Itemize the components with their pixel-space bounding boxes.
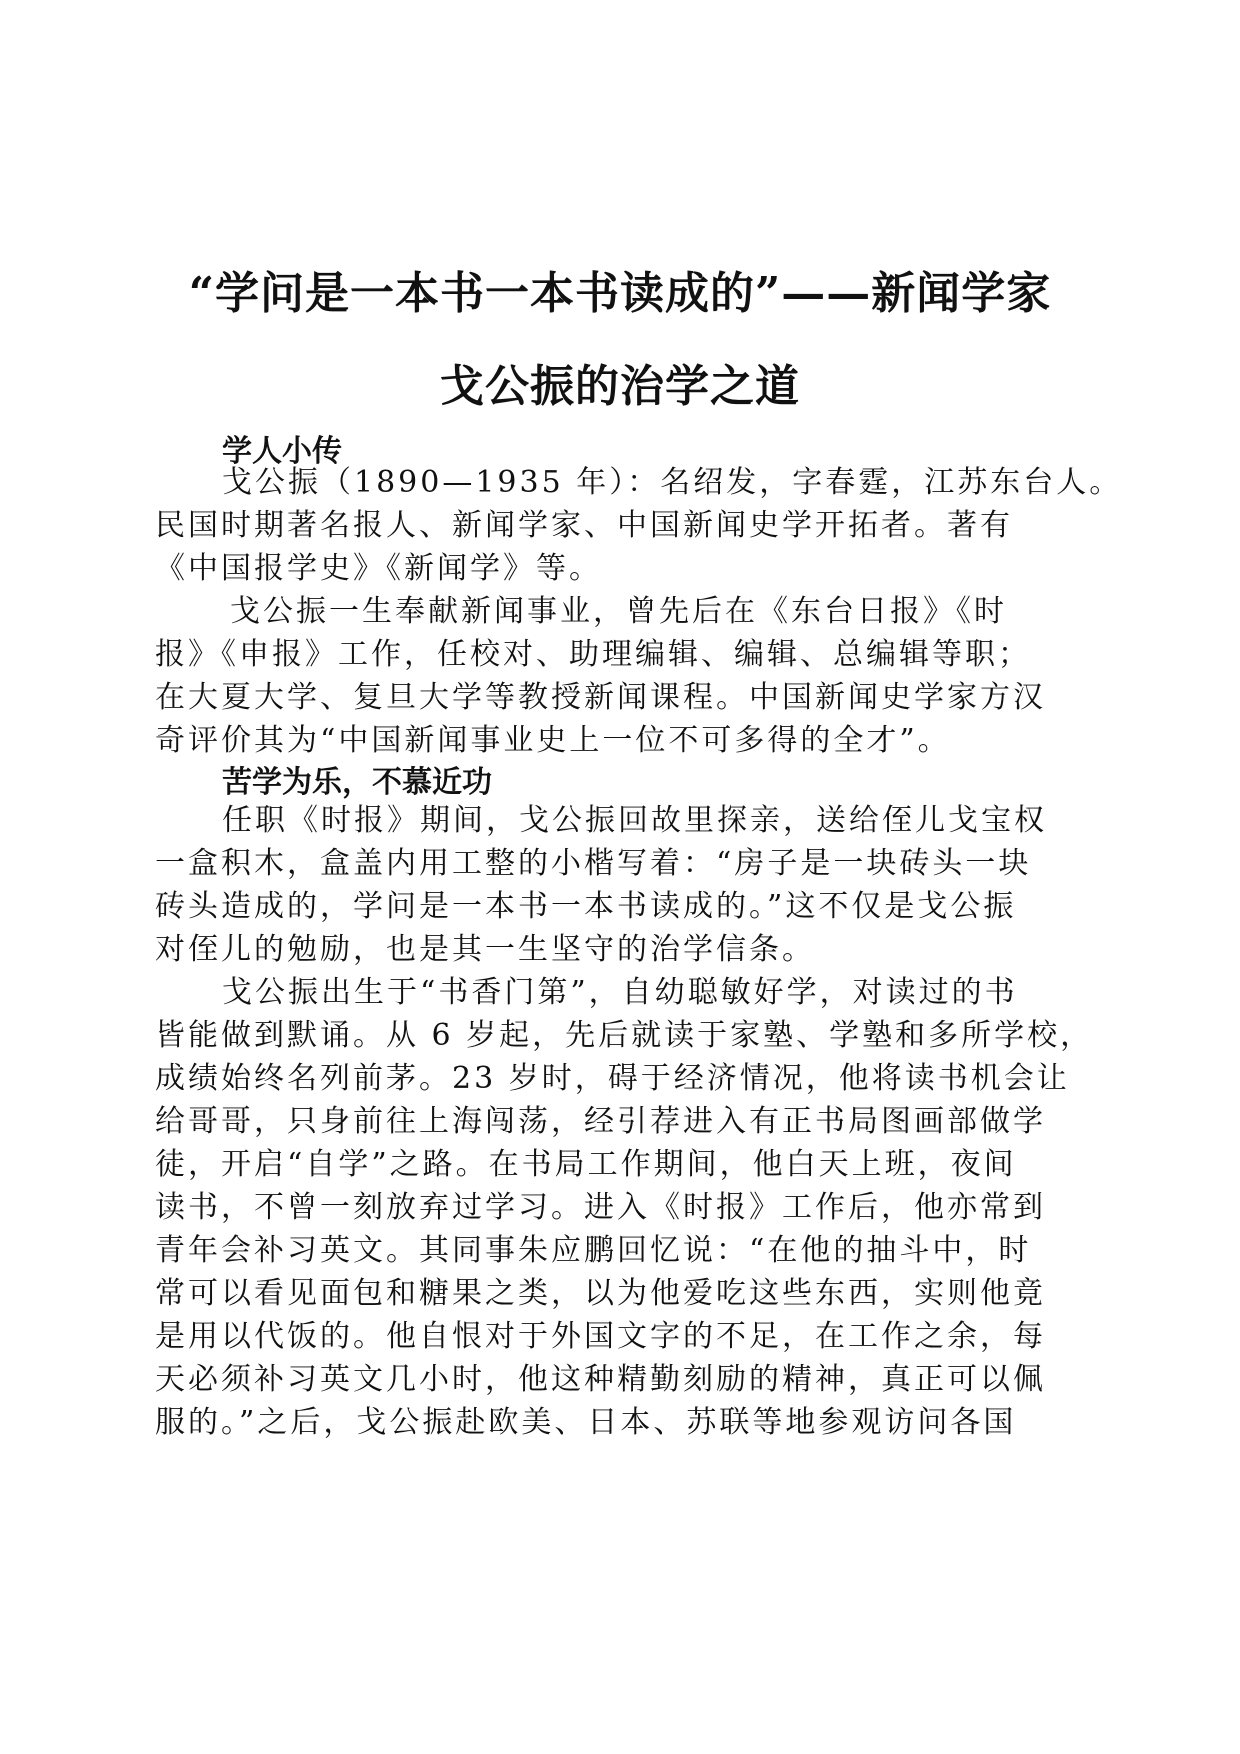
paragraph-line: 服的。”之后，戈公振赴欧美、日本、苏联等地参观访问各国 (155, 1405, 1017, 1440)
paragraph-line: 徒，开启“自学”之路。在书局工作期间，他白天上班，夜间 (155, 1147, 1017, 1182)
paragraph-line: 奇评价其为“中国新闻事业史上一位不可多得的全才”。 (155, 723, 951, 758)
paragraph-line: 任职《时报》期间，戈公振回故里探亲，送给侄儿戈宝权 (222, 803, 1047, 838)
paragraph-line: 常可以看见面包和糖果之类，以为他爱吃这些东西，实则他竟 (155, 1276, 1046, 1311)
section-heading-biography: 学人小传 (222, 434, 342, 469)
paragraph-line: 皆能做到默诵。从 6 岁起，先后就读于家塾、学塾和多所学校， (155, 1018, 1094, 1053)
paragraph-line: 成绩始终名列前茅。23 岁时，碍于经济情况，他将读书机会让 (155, 1061, 1070, 1096)
paragraph-line: 戈公振出生于“书香门第”，自幼聪敏好学，对读过的书 (222, 975, 1018, 1010)
paragraph-line: 在大夏大学、复旦大学等教授新闻课程。中国新闻史学家方汉 (155, 680, 1046, 715)
paragraph-line: 一盒积木，盒盖内用工整的小楷写着：“房子是一块砖头一块 (155, 846, 1032, 881)
paragraph-line: 给哥哥，只身前往上海闯荡，经引荐进入有正书局图画部做学 (155, 1104, 1046, 1139)
paragraph-line: 《中国报学史》《新闻学》等。 (155, 551, 602, 586)
paragraph-line: 砖头造成的，学问是一本书一本书读成的。”这不仅是戈公振 (155, 889, 1017, 924)
paragraph-line: 报》《申报》工作，任校对、助理编辑、编辑、总编辑等职； (155, 637, 1031, 672)
paragraph-line: 是用以代饭的。他自恨对于外国文字的不足，在工作之余，每 (155, 1319, 1046, 1354)
paragraph-line: 戈公振（1890—1935 年）：名绍发，字春霆，江苏东台人。 (222, 465, 1123, 500)
paragraph-line: 青年会补习英文。其同事朱应鹏回忆说：“在他的抽斗中，时 (155, 1233, 1032, 1268)
paragraph-line: 对侄儿的勉励，也是其一生坚守的治学信条。 (155, 932, 815, 967)
paragraph-line: 戈公振一生奉献新闻事业，曾先后在《东台日报》《时 (230, 594, 1007, 629)
title-line-1: “学问是一本书一本书读成的”——新闻学家 (188, 268, 1052, 319)
paragraph-line: 读书，不曾一刻放弃过学习。进入《时报》工作后，他亦常到 (155, 1190, 1046, 1225)
paragraph-line: 天必须补习英文几小时，他这种精勤刻励的精神，真正可以佩 (155, 1362, 1046, 1397)
paragraph-line: 民国时期著名报人、新闻学家、中国新闻史学开拓者。著有 (155, 508, 1013, 543)
title-line-2: 戈公振的治学之道 (440, 361, 800, 412)
section-heading-study: 苦学为乐，不慕近功 (222, 765, 492, 800)
